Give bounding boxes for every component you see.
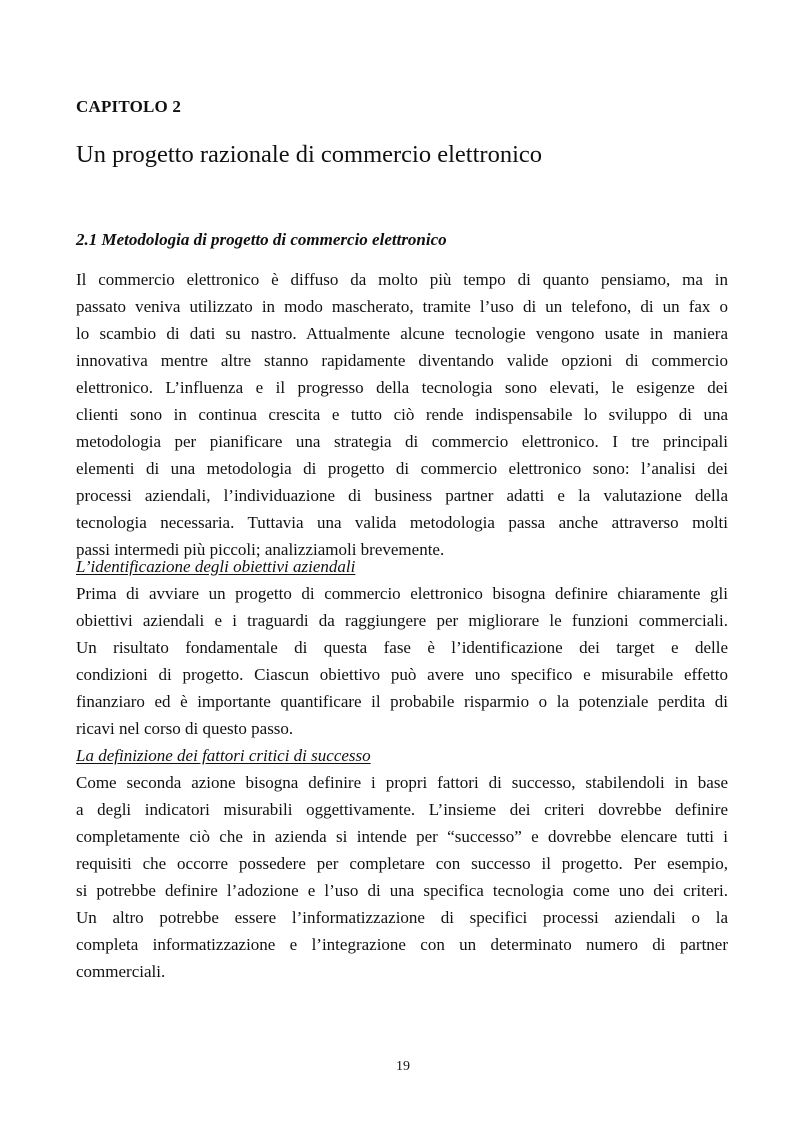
page-number: 19 <box>396 1059 410 1074</box>
text-line: innovativa mentre altre stanno rapidamente diventando valide opzioni di commercio <box>76 351 728 370</box>
text-line: requisiti che occorre possedere per completare con successo il progetto. Per esempio, <box>76 854 728 873</box>
text-line: ricavi nel corso di questo passo. <box>76 719 294 738</box>
text-line: obiettivi aziendali e i traguardi da raggiungere per migliorare le funzioni commerciali. <box>76 611 728 630</box>
subsection-heading-text: L’identificazione degli obiettivi aziendali <box>76 557 356 576</box>
text-line: processi aziendali, l’individuazione di business partner adatti e la valutazione della <box>76 486 728 505</box>
paragraph-objectives <box>76 580 728 742</box>
text-line: passi intermedi più piccoli; analizziamoli brevemente. <box>76 540 445 559</box>
text-line: Prima di avviare un progetto di commercio elettronico bisogna definire chiaramente gli <box>76 584 728 603</box>
text-line: passato veniva utilizzato in modo mascherato, tramite l’uso di un telefono, di un fax o <box>76 297 728 316</box>
body-text <box>76 266 728 985</box>
text-line: finanziaro ed è importante quantificare il probabile risparmio o la potenziale perdita di <box>76 692 728 711</box>
text-line: Un risultato fondamentale di questa fase è l’identificazione dei target e delle <box>76 638 728 657</box>
subsection-heading-text: La definizione dei fattori critici di successo <box>76 746 371 765</box>
text-line: completamente ciò che in azienda si intende per “successo” e dovrebbe elencare tutti i <box>76 827 728 846</box>
text-line: elementi di una metodologia di progetto di commercio elettronico sono: l’analisi dei <box>76 459 728 478</box>
text-line: clienti sono in continua crescita e tutto ciò rende indispensabile lo sviluppo di una <box>76 405 728 424</box>
text-line: condizioni di progetto. Ciascun obiettivo può avere uno specifico e misurabile effetto <box>76 665 728 684</box>
text-line: commerciali. <box>76 962 166 981</box>
text-line: completa informatizzazione e l’integrazione con un determinato numero di partner <box>76 935 728 954</box>
text-line: tecnologia necessaria. Tuttavia una valida metodologia passa anche attraverso molti <box>76 513 728 532</box>
text-line: Il commercio elettronico è diffuso da molto più tempo di quanto pensiamo, ma in <box>76 270 728 289</box>
text-line: Come seconda azione bisogna definire i propri fattori di successo, stabilendoli in base <box>76 773 728 792</box>
text-line: Un altro potrebbe essere l’informatizzazione di specifici processi aziendali o la <box>76 908 728 927</box>
chapter-title: Un progetto razionale di commercio elettronico <box>76 141 543 168</box>
chapter-label: CAPITOLO 2 <box>76 97 182 116</box>
text-line: lo scambio di dati su nastro. Attualmente alcune tecnologie vengono usate in maniera <box>76 324 728 343</box>
section-heading: 2.1 Metodologia di progetto di commercio elettronico <box>76 230 447 249</box>
paragraph-intro <box>76 266 728 563</box>
text-line: a degli indicatori misurabili oggettivamente. L’insieme dei criteri dovrebbe definire <box>76 800 728 819</box>
text-line: si potrebbe definire l’adozione e l’uso di una specifica tecnologia come uno dei criteri. <box>76 881 728 900</box>
text-line: metodologia per pianificare una strategia di commercio elettronico. I tre principali <box>76 432 728 451</box>
paragraph-success-factors <box>76 769 728 985</box>
text-line: elettronico. L’influenza e il progresso della tecnologia sono elevati, le esigenze dei <box>76 378 728 397</box>
subsection-heading <box>76 742 728 769</box>
